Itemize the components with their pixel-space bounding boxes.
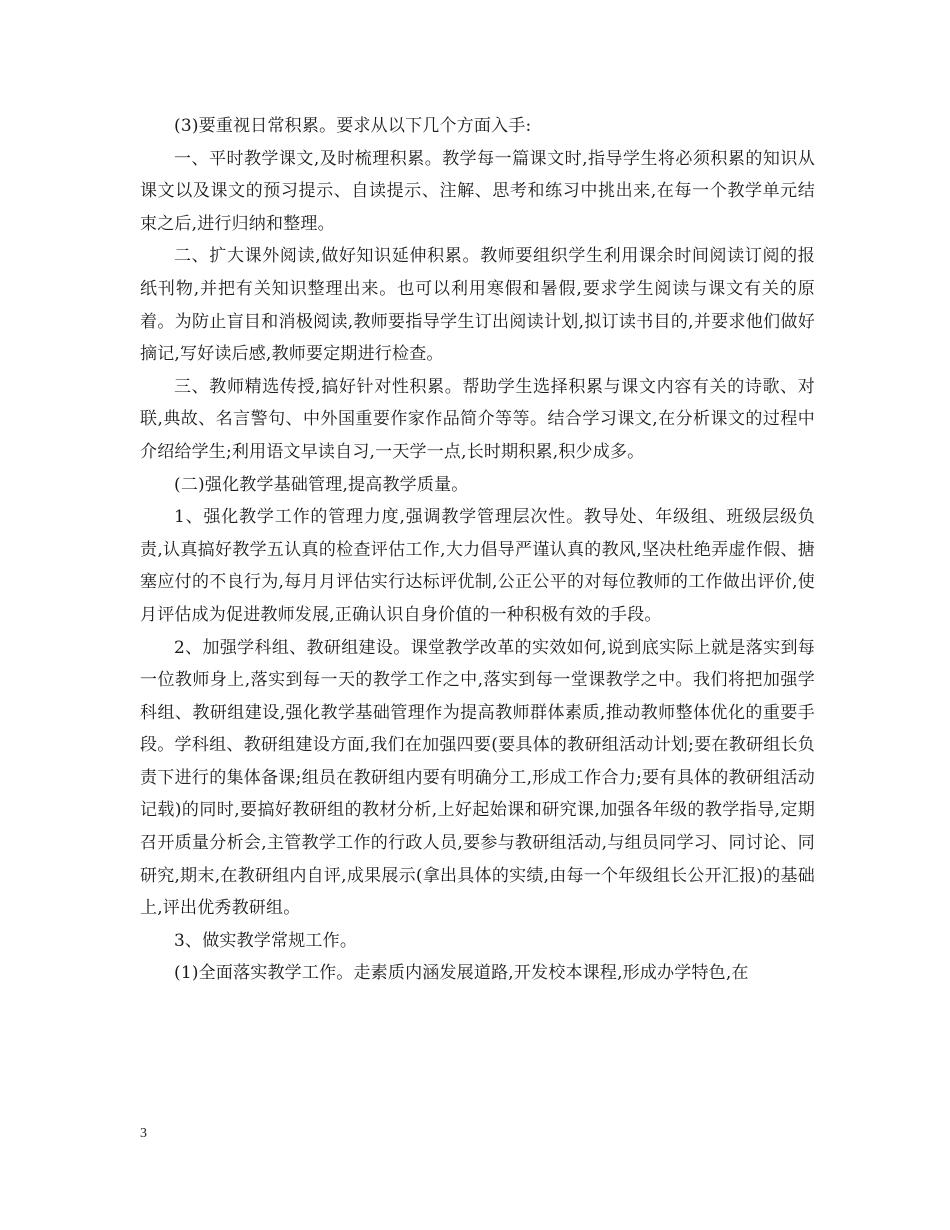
paragraph-textbook-accumulation: 一、平时教学课文,及时梳理积累。教学每一篇课文时,指导学生将必须积累的知识从课文以及课文的预习提示、自读提示、注解、思考和练习中挑出来,在每一个教学单元结束之后,进行归纳和整理。 (140, 148, 815, 234)
page-number: 3 (140, 1126, 147, 1141)
paragraph-daily-accumulation: (3)要重视日常积累。要求从以下几个方面入手: (174, 116, 532, 136)
paragraph-extracurricular-reading: 二、扩大课外阅读,做好知识延伸积累。教师要组织学生利用课余时间阅读订阅的报纸刊物,并把有关知识整理出来。也可以利用寒假和暑假,要求学生阅读与课文有关的原着。为防止盲目和消极阅读,教师要指导学生订出阅读计划,拟订读书目的,并要求他们做好摘记,写好读后感,教师要定期进行检查。 (140, 246, 815, 365)
paragraph-implement-teaching: (1)全面落实教学工作。走素质内涵发展道路,开发校本课程,形成办学特色,在 (174, 963, 749, 984)
subheading-teaching-routine: 3、做实教学常规工作。 (174, 930, 358, 951)
section-heading-teaching-management: (二)强化教学基础管理,提高教学质量。 (174, 474, 469, 495)
paragraph-targeted-accumulation: 三、教师精选传授,搞好针对性积累。帮助学生选择积累与课文内容有关的诗歌、对联,典故、名言警句、中外国重要作家作品简介等等。结合学习课文,在分析课文的过程中介绍给学生;利用语文早读自习,一天学一点,长时期积累,积少成多。 (140, 376, 815, 462)
paragraph-research-group-building: 2、加强学科组、教研组建设。课堂教学改革的实效如何,说到底实际上就是落实到每一位教师身上,落实到每一天的教学工作之中,落实到每一堂课教学之中。我们将把加强学科组、教研组建设,强化教学基础管理作为提高教师群体素质,推动教师整体优化的重要手段。学科组、教研组建设方面,我们在加强四要(要具体的教研组活动计划;要在教研组长负责下进行的集体备课;组员在教研组内要有明确分工,形成工作合力;要有具体的教研组活动记载)的同时,要搞好教研组的教材分析,上好起始课和研究课,加强各年级的教学指导,定期召开质量分析会,主管教学工作的行政人员,要参与教研组活动,与组员同学习、同讨论、同研究,期末,在教研组内自评,成果展示(拿出具体的实绩,由每一个年级组长公开汇报)的基础上,评出优秀教研组。 (140, 637, 815, 919)
document-body (140, 110, 815, 990)
paragraph-management-strength: 1、强化教学工作的管理力度,强调教学管理层次性。教导处、年级组、班级层级负责,认真搞好教学五认真的检查评估工作,大力倡导严谨认真的教风,坚决杜绝弄虚作假、搪塞应付的不良行为,每月月评估实行达标评优制,公正公平的对每位教师的工作做出评价,使月评估成为促进教师发展,正确认识自身价值的一种积极有效的手段。 (140, 507, 815, 625)
